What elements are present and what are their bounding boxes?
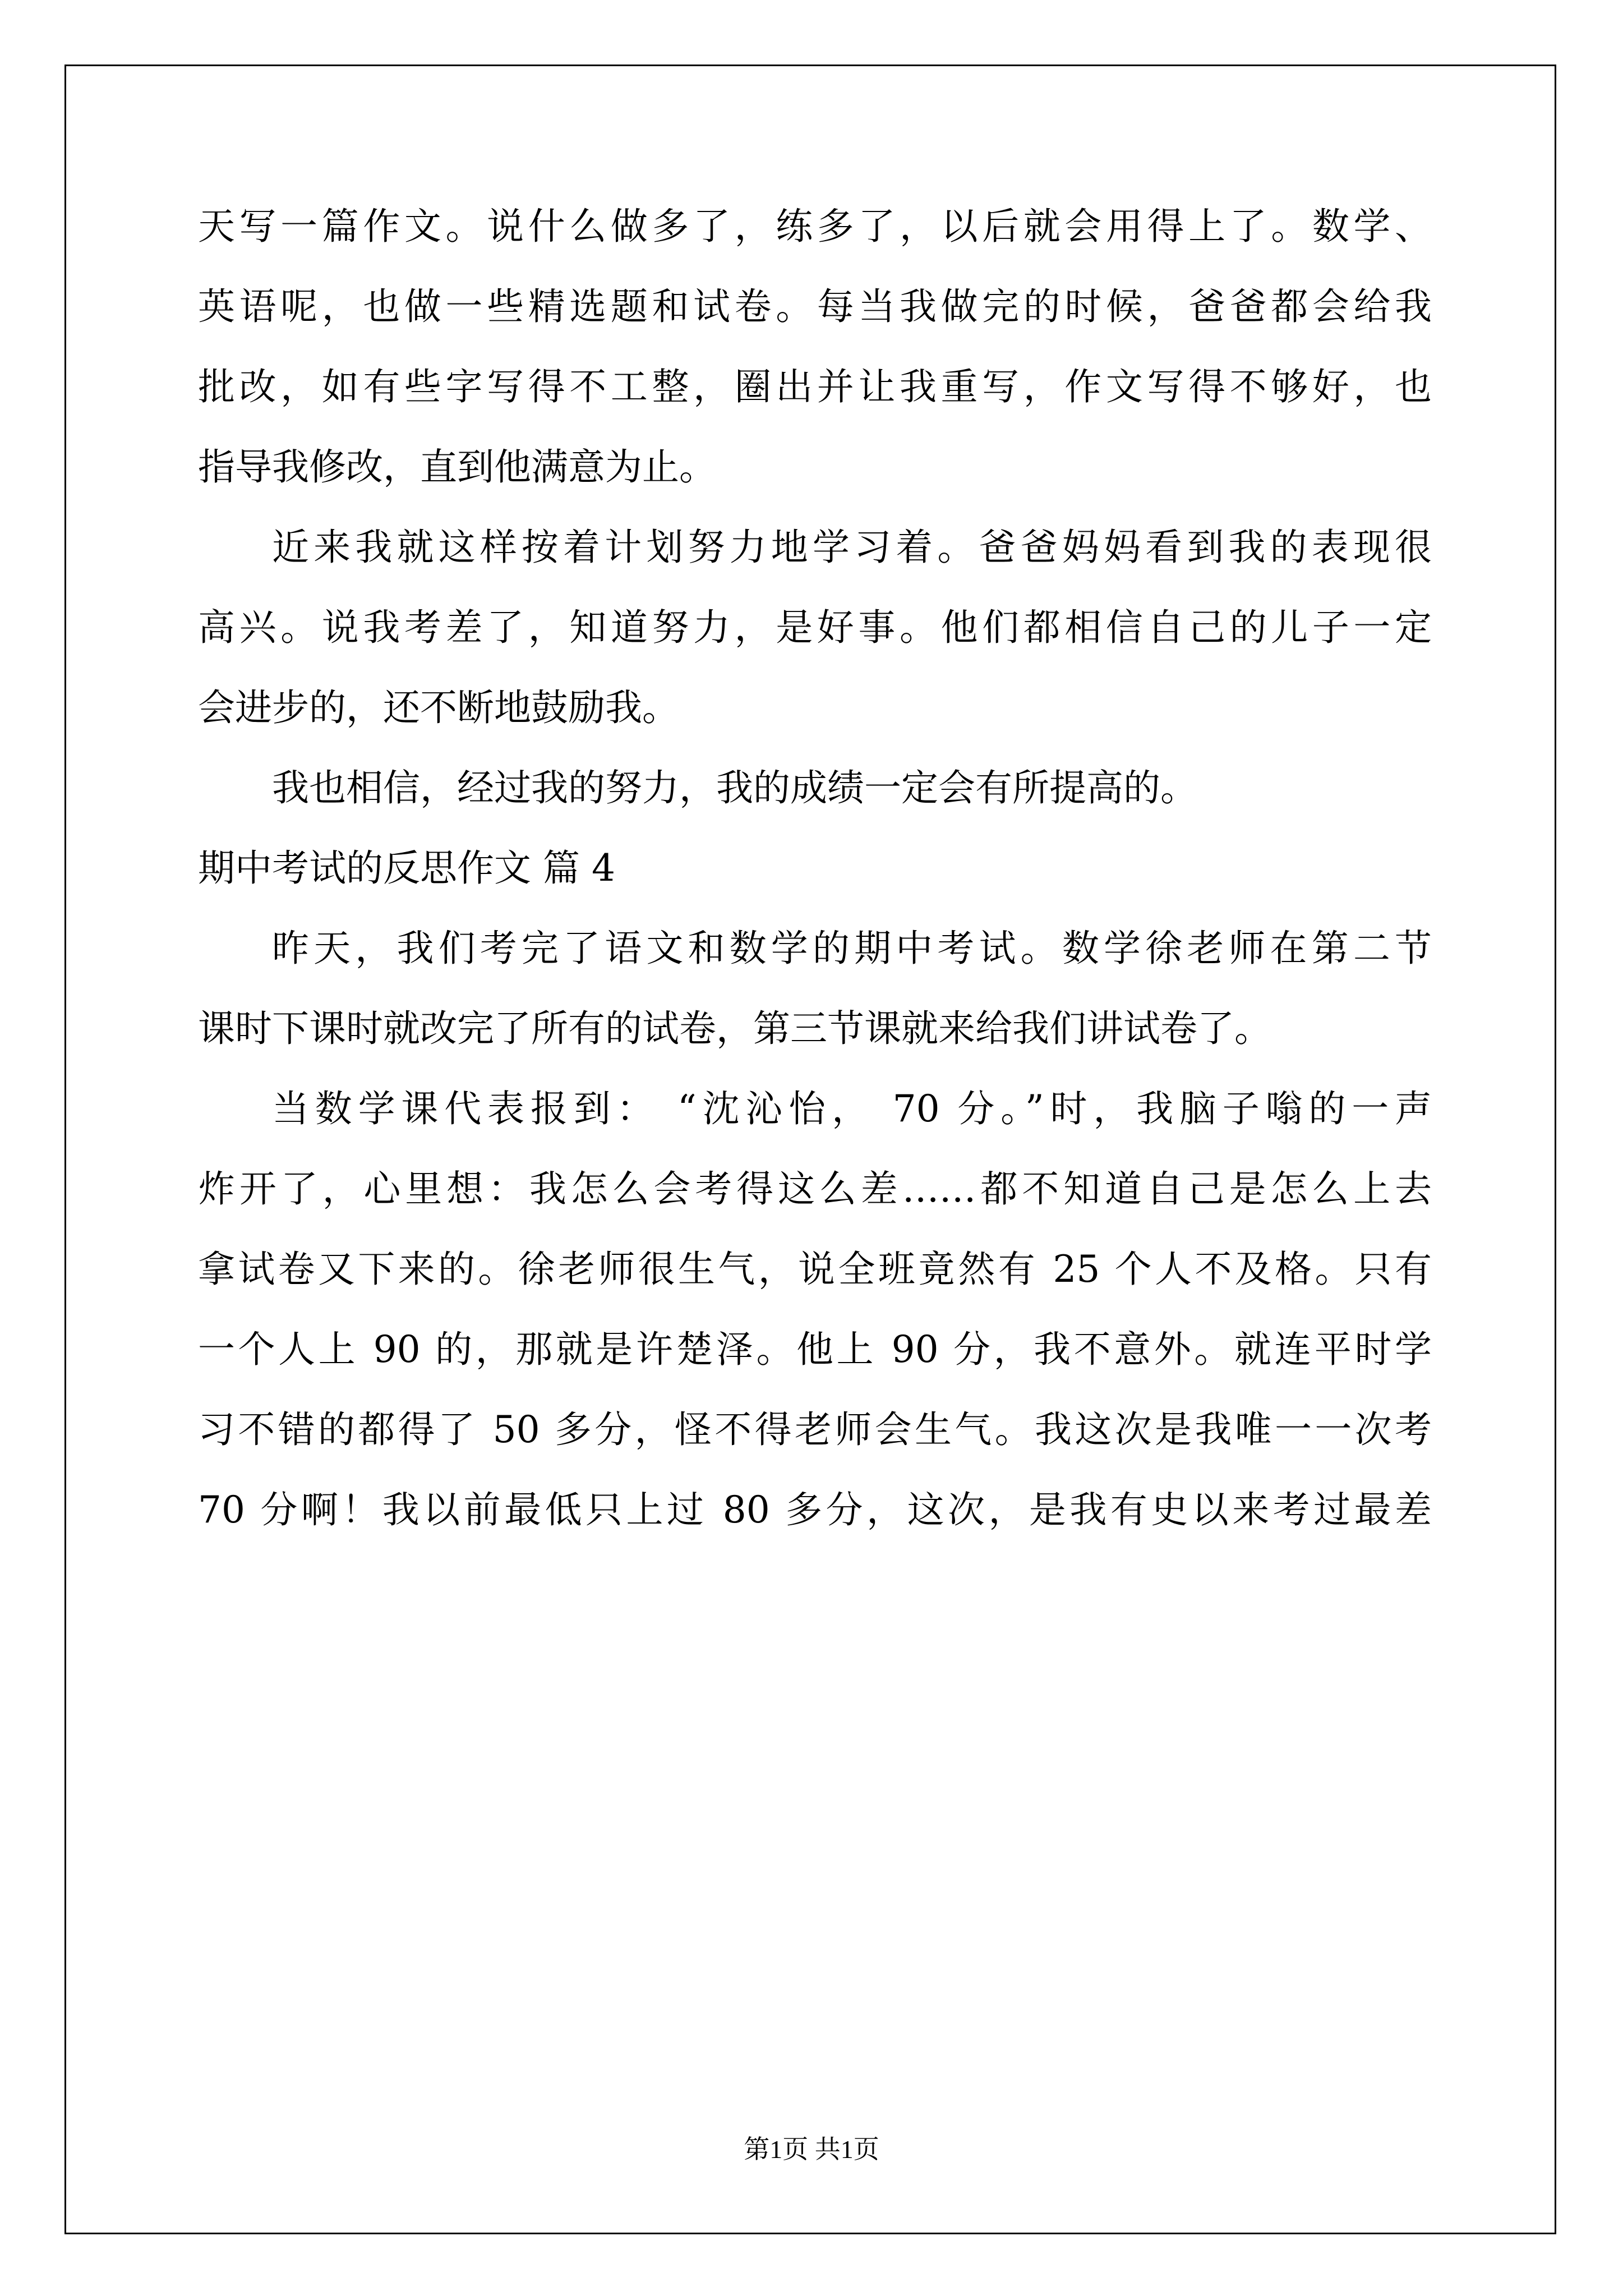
text-line: 指导我修改，直到他满意为止。 (198, 445, 716, 489)
text-line: 批改，如有些字写得不工整，圈出并让我重写，作文写得不够好，也 (198, 365, 1432, 408)
text-line: 炸开了，心里想：我怎么会考得这么差……都不知道自己是怎么上去 (198, 1167, 1432, 1211)
text-line: 英语呢，也做一些精选题和试卷。每当我做完的时候，爸爸都会给我 (198, 285, 1432, 328)
document-body (198, 199, 1432, 1562)
text-line: 课时下课时就改完了所有的试卷，第三节课就来给我们讲试卷了。 (198, 1007, 1271, 1050)
text-line: 我也相信，经过我的努力，我的成绩一定会有所提高的。 (272, 766, 1197, 809)
text-line: 当数学课代表报到： “沈沁怡， 70 分。”时，我脑子嗡的一声 (272, 1087, 1432, 1130)
text-line: 拿试卷又下来的。徐老师很生气，说全班竟然有 25 个人不及格。只有 (198, 1248, 1432, 1291)
text-line: 高兴。说我考差了，知道努力，是好事。他们都相信自己的儿子一定 (198, 606, 1432, 649)
text-line: 昨天，我们考完了语文和数学的期中考试。数学徐老师在第二节 (272, 927, 1432, 970)
text-line: 会进步的，还不断地鼓励我。 (198, 686, 679, 729)
text-line: 一个人上 90 的，那就是许楚泽。他上 90 分，我不意外。就连平时学 (198, 1328, 1432, 1371)
text-line: 70 分啊！我以前最低只上过 80 多分，这次，是我有史以来考过最差 (198, 1488, 1432, 1531)
text-line: 习不错的都得了 50 多分，怪不得老师会生气。我这次是我唯一一次考 (198, 1408, 1432, 1451)
section-heading: 期中考试的反思作文 篇 4 (198, 846, 615, 890)
page-footer: 第1页 共1页 (744, 2135, 879, 2164)
text-line: 近来我就这样按着计划努力地学习着。爸爸妈妈看到我的表现很 (272, 526, 1432, 569)
text-line: 天写一篇作文。说什么做多了，练多了，以后就会用得上了。数学、 (198, 205, 1432, 248)
